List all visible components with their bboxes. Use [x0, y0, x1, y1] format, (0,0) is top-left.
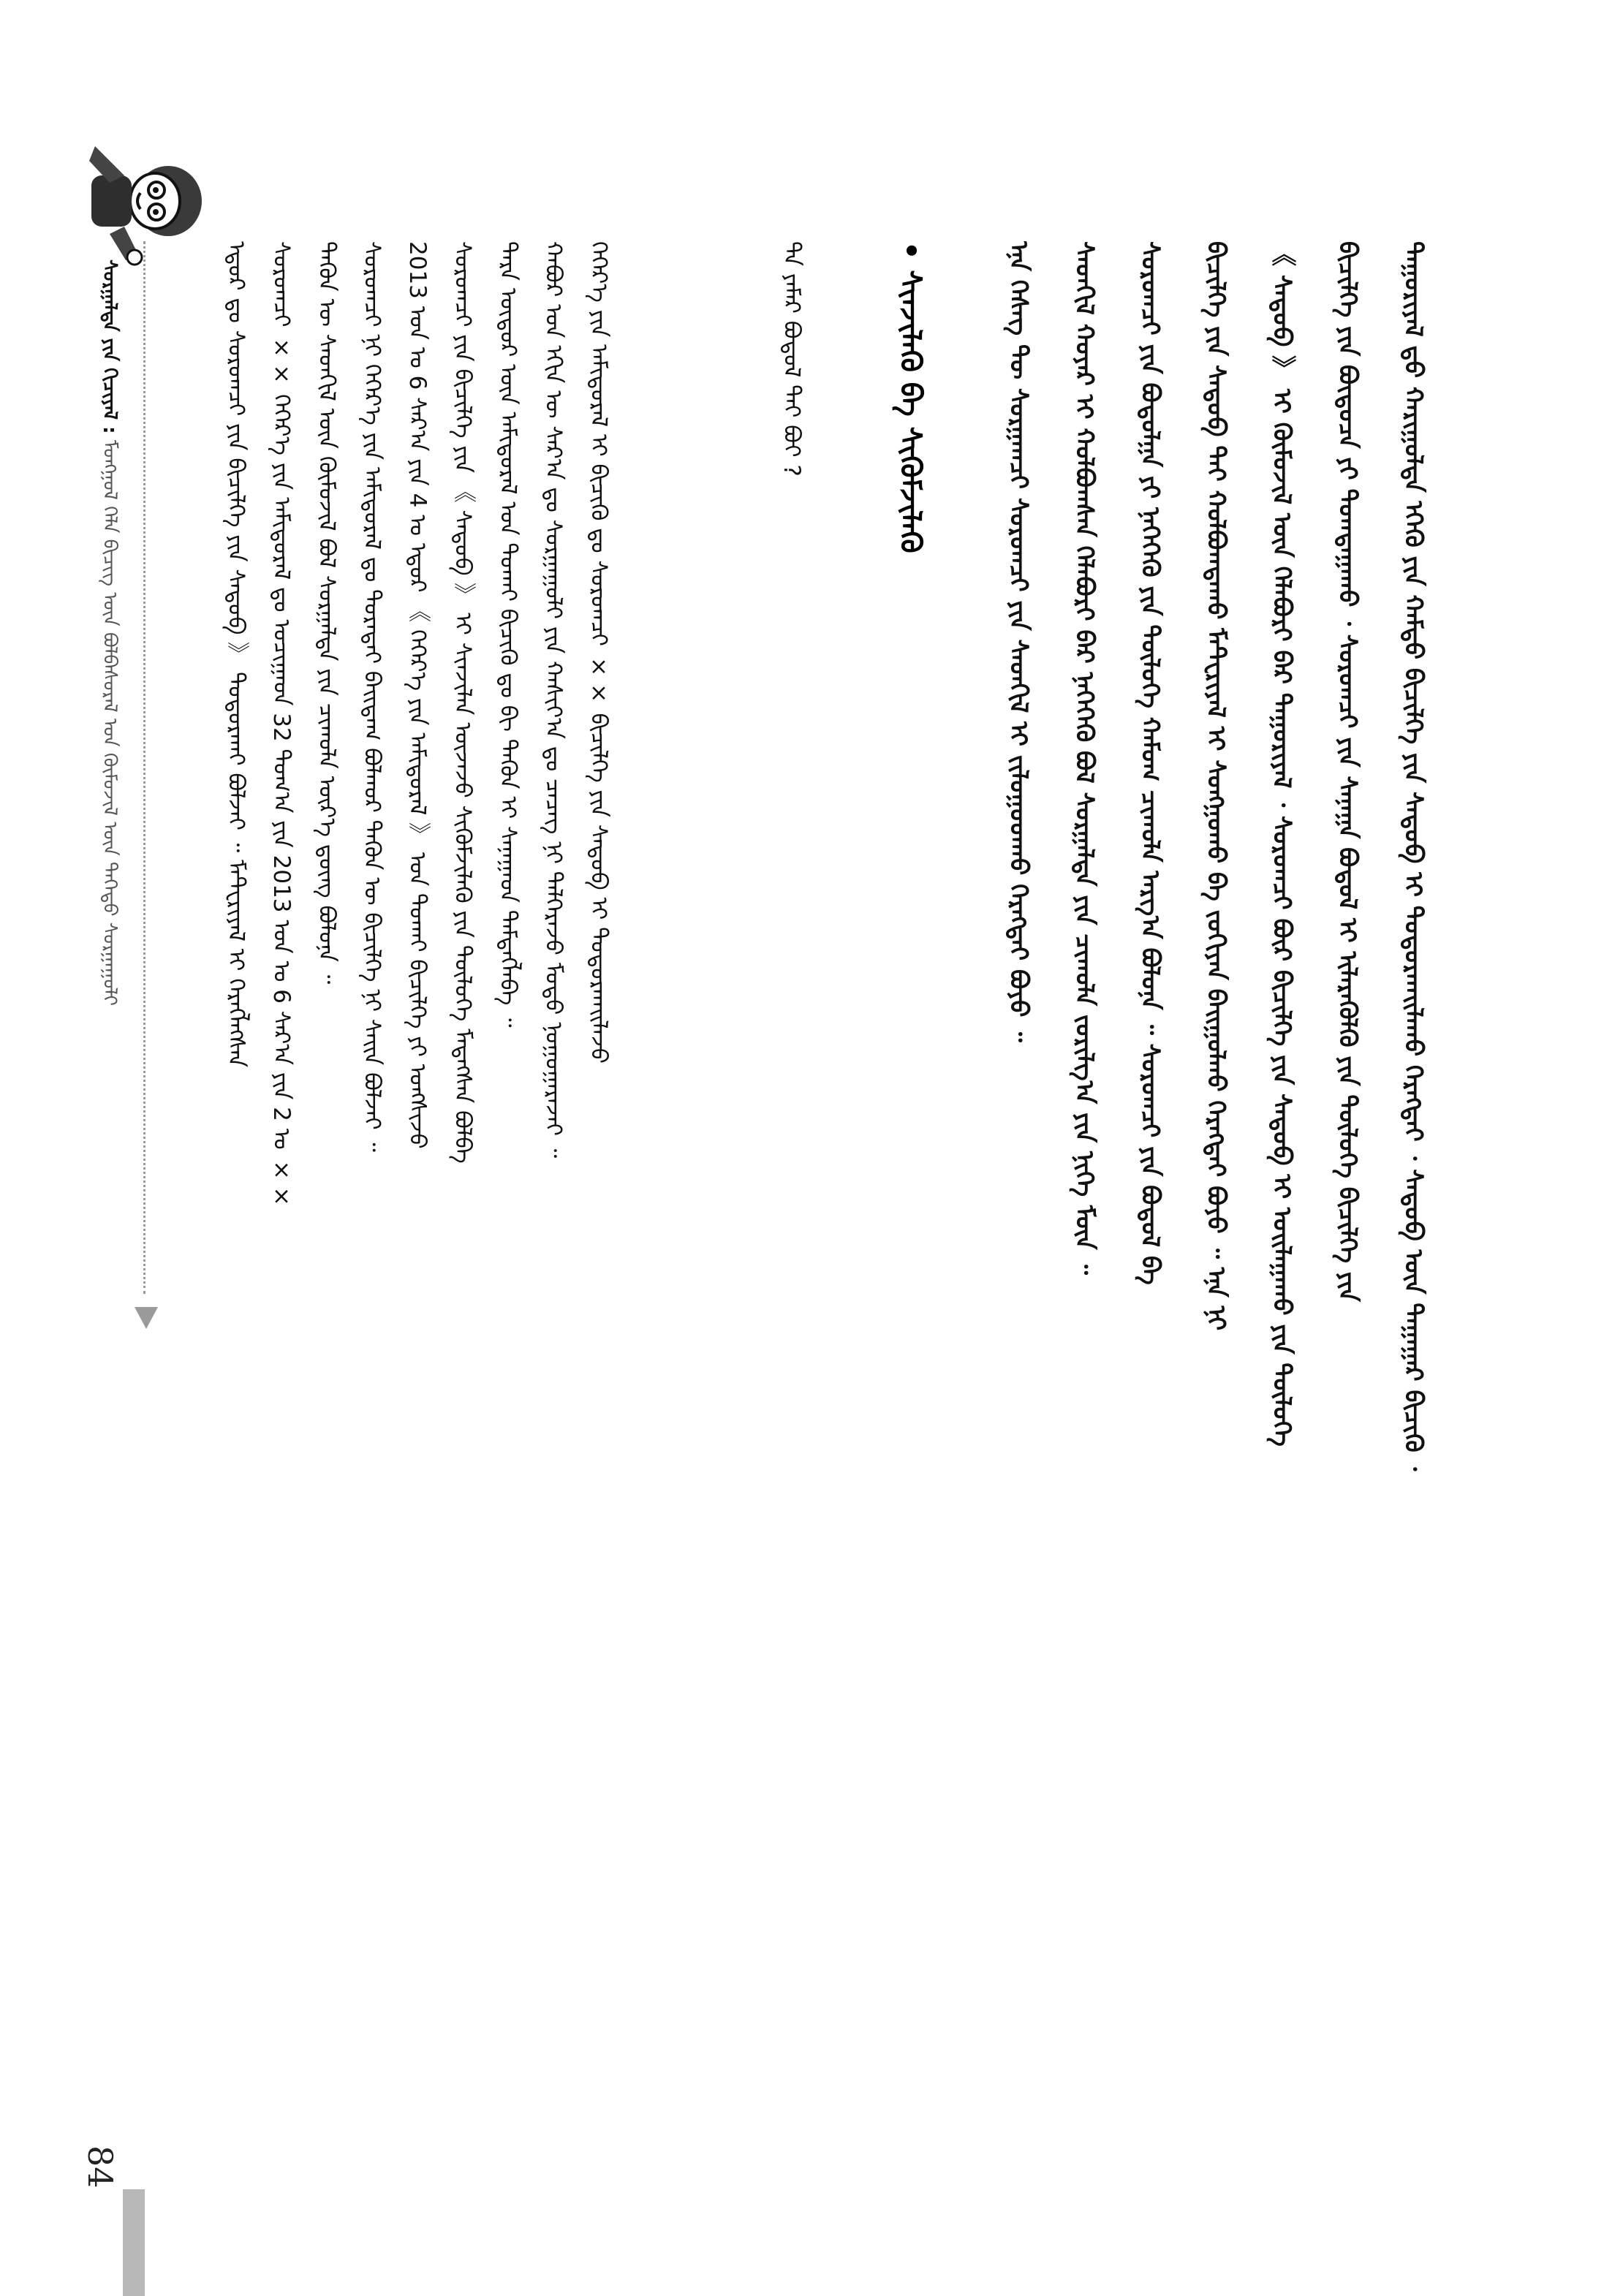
- excerpt-line: ᠲᠡᠭᠦᠨ ᠦ ᠰᠡᠳᠭᠢᠯ ᠦᠨ ᠬᠦᠮᠦᠵᠢᠯ ᠪᠣᠯ ᠰᠤᠷᠭᠠᠯᠲᠠ ᠶᠢᠨ ᠴᠢᠬᠤᠯᠠ ᠦᠷ᠎ᠡ ᠳ᠋ᠦᠩ ᠪᠣᠯᠤᠨᠠ ᠃: [314, 241, 340, 985]
- excerpt-line: ᠬᠠᠪᠤᠷ ᠤᠨ ᠡᠬᠢᠨ ᠦ ᠰᠠᠷ᠎ᠠ ᠳᠤ ᠰᠤᠷᠭᠠᠭᠤᠯᠢ ᠶᠢᠨ ᠬᠠᠰᠢᠶ᠎ᠠ ᠳᠤ ᠴᠡᠴᠡᠭ ᠨᠢ ᠳᠡᠯᠭᠡᠷᠡᠵᠦ ᠮᠣᠳᠣ ᠨᠣᠭᠣᠭᠠᠷᠠᠵᠠᠢ ᠃: [540, 241, 567, 1159]
- triangle-marker-icon: [135, 1307, 158, 1329]
- page-edge-bar: [123, 2189, 145, 2296]
- running-header: [94, 259, 126, 1393]
- mascot-illustration: [66, 132, 234, 270]
- bullet-icon: •: [893, 241, 927, 260]
- body-line: 《 ᠰᠡᠳᠦᠪ 》 ᠢ ᠬᠦᠮᠦᠵᠢᠯ ᠦᠨ ᠬᠡᠯᠡᠪᠦᠷᠢ ᠪᠡᠷ ᠳᠠᠭᠤᠷᠢᠶᠠᠯ ᠂ ᠰᠤᠷᠤᠭᠴᠢ ᠪᠦᠷ ᠪᠢᠴᠢᠯᠭᠡ ᠶᠢᠨ ᠰᠡᠳᠦᠪ ᠢ ᠣᠢᠯᠠᠭᠠᠬᠤ ᠶᠢᠨ ᠲᠦᠯᠦᠭᠡ: [1267, 241, 1296, 1447]
- excerpt-line: ᠰᠤᠷᠤᠭᠴᠢ ᠨᠢ ᠬᠡᠭᠡᠷ᠎ᠡ ᠶᠢᠨ ᠠᠮᠢᠳᠤᠷᠠᠯ ᠳᠤ ᠳᠤᠷᠠᠲᠠᠢ ᠪᠠᠢᠳᠠᠭ ᠪᠣᠯᠬᠣᠷ ᠲᠡᠭᠦᠨ ᠦ ᠪᠢᠴᠢᠯᠭᠡ ᠨᠢ ᠰᠠᠢᠨ ᠪᠣᠯᠵᠠᠢ ᠃: [359, 241, 385, 1152]
- excerpt-line: ᠬᠡᠭᠡᠷ᠎ᠡ ᠶᠢᠨ ᠠᠮᠢᠳᠤᠷᠠᠯ ᠢ ᠪᠢᠴᠢᠬᠦ ᠳᠤ ᠰᠤᠷᠤᠭᠴᠢ ×× ᠪᠢᠴᠢᠯᠭᠡ ᠶᠢᠨ ᠰᠡᠳᠦᠪ ᠢ ᠲᠣᠳᠣᠷᠬᠠᠢᠯᠠᠵᠤ: [586, 241, 612, 1064]
- excerpt-line: 2013 ᠣᠨ ᠤ 6 ᠰᠠᠷ᠎ᠠ ᠶᠢᠨ 4 ᠤ ᠡᠳᠦᠷ 《 ᠬᠡᠭᠡᠷ᠎ᠡ ᠶᠢᠨ ᠠᠮᠢᠳᠤᠷᠠᠯ 》 ᠤᠨ ᠲᠤᠬᠠᠢ ᠪᠢᠴᠢᠯᠭᠡ ᠶᠢ ᠤᠩᠰᠢᠵᠤ: [404, 241, 431, 1149]
- excerpt-line: ᠰᠤᠷᠤᠭᠴᠢ ᠶᠢᠨ ᠪᠢᠴᠢᠯᠭᠡ ᠶᠢᠨ 《 ᠰᠡᠳᠦᠪ 》 ᠢ ᠰᠢᠨᠵᠢᠯᠡᠨ ᠦᠵᠡᠵᠦ ᠰᠢᠭᠦᠮᠵᠢᠯᠡᠬᠦ ᠶᠢᠨ ᠲᠦᠯᠦᠭᠡ ᠮᠡᠳᠡᠭᠰᠡᠨ ᠪᠣᠯᠪᠠ: [450, 241, 476, 1164]
- body-line: ᠪᠢᠴᠢᠯᠭᠡ ᠶᠢᠨ ᠰᠡᠳᠦᠪ ᠲᠡᠢ ᠬᠣᠯᠪᠣᠭᠳᠠᠬᠤ ᠮᠠᠲᠧᠷᠢᠶᠠᠯ ᠢ ᠰᠣᠩᠭᠣᠬᠤ ᠪᠠ ᠵᠣᠬᠢᠶᠠᠨ ᠪᠠᠢᠭᠤᠯᠬᠤ ᠬᠡᠷᠡᠭᠲᠡᠢ ᠪᠤᠶᠤ ᠃ ᠡᠨᠡ ᠨᠢ: [1201, 241, 1230, 1331]
- excerpt-line: ᠰᠤᠷᠤᠭᠴᠢ ×× ᠬᠡᠭᠡᠷ᠎ᠡ ᠶᠢᠨ ᠠᠮᠢᠳᠤᠷᠠᠯ ᠳᠤ ᠣᠴᠢᠭᠠᠳ 32 ᠲᠤᠭ᠎ᠠ ᠶᠢᠨ 2013 ᠣᠨ ᠤ 6 ᠰᠠᠷ᠎ᠠ ᠶᠢᠨ 2 ᠤ ××: [268, 241, 295, 1210]
- section-heading-text: ᠰᠢᠨᠵᠢᠯᠡᠬᠦ ᠪᠠ ᠰᠢᠭᠦᠮᠵᠢᠯᠡᠬᠦ: [893, 270, 927, 553]
- excerpt-line: ᠲᠡᠷᠡ ᠦᠳᠦᠷ ᠦᠨ ᠠᠮᠢᠳᠤᠷᠠᠯ ᠤᠨ ᠲᠤᠬᠠᠢ ᠪᠢᠴᠢᠬᠦ ᠳᠤ ᠪᠢ ᠲᠡᠭᠦᠨ ᠢ ᠰᠠᠨᠠᠭᠠᠳ ᠲᠡᠮᠳᠡᠭᠯᠡᠪᠡ ᠃: [495, 241, 521, 1028]
- body-line: ᠳᠠᠭᠤᠷᠢᠶᠠᠯ ᠳ᠋ᠤ ᠬᠠᠷᠢᠭᠤᠯᠲᠠ ᠡᠭᠡᠬᠦ ᠶᠢᠨ ᠬᠠᠮᠲᠤ ᠪᠢᠴᠢᠯᠭᠡ ᠶᠢᠨ ᠰᠡᠳᠦᠪ ᠢ ᠲᠣᠳᠣᠷᠬᠠᠢᠯᠠᠬᠤ ᠬᠡᠷᠡᠭᠲᠡᠢ ᠂ ᠰᠡᠳᠦᠪ ᠦᠨ ᠳᠠᠭᠠᠭᠠᠷ ᠪᠢᠴᠢᠬᠦ ᠂: [1399, 241, 1428, 1471]
- excerpt-line: ᠲᠠ ᠶᠠᠮᠠᠷ ᠪᠣᠳᠣᠯ ᠲᠠᠢ ᠪᠤᠢ ?: [779, 241, 805, 477]
- section-heading: [892, 241, 928, 651]
- header-dotted-rule: [143, 241, 145, 1294]
- body-line: ᠪᠢᠴᠢᠯᠭᠡ ᠶᠢᠨ ᠪᠦᠲᠦᠴᠡ ᠶᠢ ᠲᠣᠭᠲᠠᠭᠠᠬᠤ ᠂ ᠰᠤᠷᠤᠭᠴᠢ ᠶᠢᠨ ᠰᠠᠨᠠᠭᠠ ᠪᠣᠳᠤᠯ ᠢ ᠢᠯᠡᠷᠡᠭᠦᠯᠬᠦ ᠶᠢᠨ ᠲᠦᠯᠦᠭᠡ ᠪᠢᠴᠢᠯᠭᠡ ᠶᠢᠨ: [1333, 241, 1362, 1302]
- running-header-bold: ᠰᠤᠷᠭᠠᠯᠲᠠ ᠶᠢᠨ ᠬᠢᠴᠢᠶᠡᠯ :: [99, 259, 121, 434]
- body-line: ᠡᠨᠡ ᠬᠡᠰᠡᠭ ᠲᠦ ᠰᠤᠷᠭᠠᠭᠴᠢ ᠰᠤᠷᠤᠭᠴᠢ ᠶᠢᠨ ᠰᠡᠳᠭᠢᠯ ᠢ ᠵᠢᠯᠤᠭᠣᠳᠬᠤ ᠬᠡᠷᠡᠭᠲᠡᠢ ᠪᠤᠶᠤ ᠃: [1004, 241, 1033, 1042]
- running-header-text: ᠮᠣᠩᠭᠣᠯ ᠬᠡᠯᠡ ᠪᠢᠴᠢᠭ ᠦᠨ ᠪᠣᠯᠪᠠᠰᠤᠷᠠᠯ ᠤᠨ ᠬᠦᠮᠦᠵᠢᠯ ᠦᠨ ᠳᠡᠭᠡᠳᠦ ᠰᠤᠷᠭᠠᠭᠤᠯᠢ: [99, 439, 121, 1007]
- excerpt-line: ᠡᠳᠦᠷ ᠳᠤ ᠰᠤᠷᠤᠭᠴᠢ ᠶᠢᠨ ᠪᠢᠴᠢᠯᠭᠡ ᠶᠢᠨ ᠰᠡᠳᠦᠪ 》 ᠲᠣᠳᠣᠷᠬᠠᠢ ᠪᠣᠯᠵᠠᠢ ᠃ ᠮᠠᠲᠧᠷᠢᠶᠠᠯ ᠢ ᠬᠡᠷᠡᠭᠯᠡᠭᠰᠡᠨ: [223, 241, 249, 1068]
- body-line: ᠰᠤᠷᠤᠭᠴᠢ ᠶᠢᠨ ᠪᠣᠳᠣᠯᠭᠠ ᠶᠢ ᠨᠡᠭᠡᠭᠡᠬᠦ ᠶᠢᠨ ᠲᠦᠯᠦᠭᠡ ᠬᠠᠮᠤᠭ ᠴᠢᠬᠤᠯᠠ ᠠᠷᠭ᠎ᠠ ᠪᠣᠯᠤᠨᠠ ᠃ ᠰᠤᠷᠤᠭᠴᠢ ᠶᠢᠨ ᠪᠣᠳᠣᠯ ᠪᠠ: [1135, 241, 1165, 1285]
- page-number: 84: [80, 2145, 120, 2189]
- body-line: ᠰᠡᠳᠭᠢᠯ ᠬᠣᠶᠠᠷ ᠢ ᠬᠣᠯᠪᠣᠭᠰᠠᠨ ᠬᠡᠯᠡᠪᠦᠷᠢ ᠪᠡᠷ ᠨᠡᠭᠡᠭᠡᠬᠦ ᠪᠣᠯ ᠰᠤᠷᠭᠠᠯᠲᠠ ᠶᠢᠨ ᠴᠢᠬᠤᠯᠠ ᠵᠣᠷᠢᠯᠭ᠎ᠠ ᠶᠢᠨ ᠨᠢᠭᠡ ᠮᠥᠨ ᠃: [1070, 241, 1099, 1275]
